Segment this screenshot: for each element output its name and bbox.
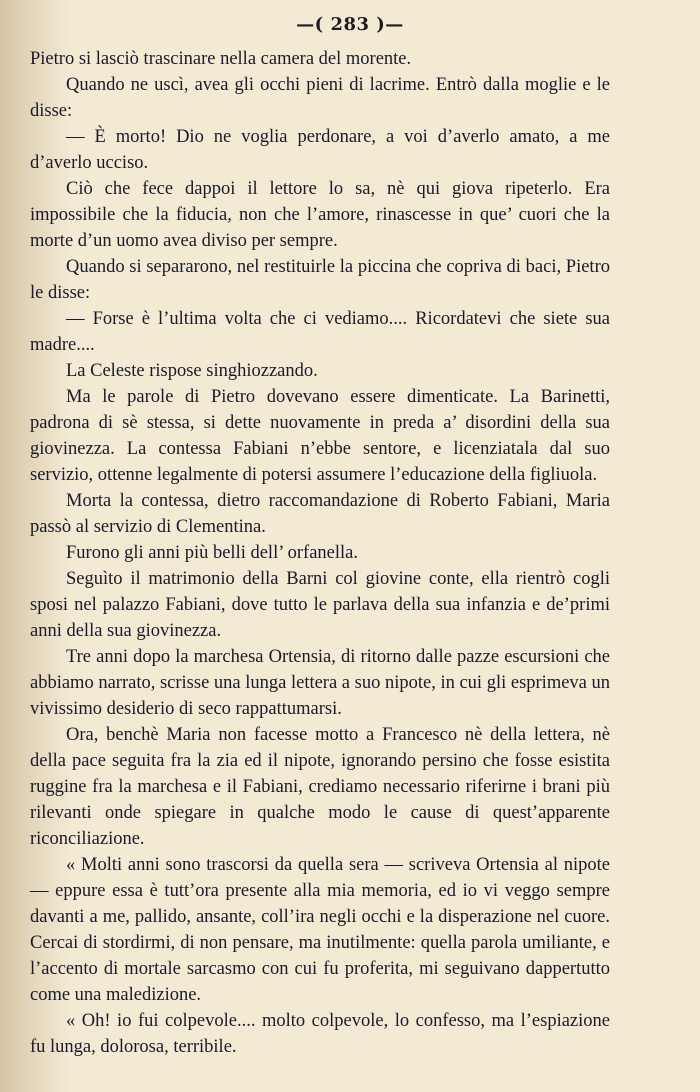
page-number: —( 283 )— — [296, 14, 404, 35]
paragraph: Ciò che fece dappoi il lettore lo sa, nè qui giova ripeterlo. Era impossibile che la fiducia, non che l’amore, rinascesse in que’ cuori che la morte d’un uomo avea diviso per sempre. — [30, 179, 610, 251]
paragraph: Quando si separarono, nel restituirle la piccina che copriva di baci, Pietro le disse: — [30, 257, 610, 303]
paragraph: Ma le parole di Pietro dovevano essere dimenticate. La Barinetti, padrona di sè stessa, si dette nuovamente in preda a’ disordini della sua giovinezza. La contessa Fabiani n’ebbe sentore, e licenziatala dal suo servizio, ottenne legalmente di potersi assumere l’educazione della figliuola. — [30, 387, 610, 485]
paragraph: — Forse è l’ultima volta che ci vediamo.... Ricordatevi che siete sua madre.... — [30, 309, 610, 355]
paragraph: Tre anni dopo la marchesa Ortensia, di ritorno dalle pazze escursioni che abbiamo narrato, scrisse una lunga lettera a suo nipote, in cui gli esprimeva un vivissimo desiderio di seco rappattumarsi. — [30, 647, 611, 719]
paragraph: Pietro si lasciò trascinare nella camera del morente. — [30, 49, 412, 69]
paragraph: Morta la contessa, dietro raccomandazione di Roberto Fabiani, Maria passò al servizio di Clementina. — [30, 491, 610, 537]
paragraph: Quando ne uscì, avea gli occhi pieni di lacrime. Entrò dalla moglie e le disse: — [30, 75, 610, 121]
paragraph: — È morto! Dio ne voglia perdonare, a voi d’averlo amato, a me d’averlo ucciso. — [30, 127, 610, 173]
paragraph: « Molti anni sono trascorsi da quella sera — scriveva Ortensia al nipote — eppure essa è tutt’ora presente alla mia memoria, ed io vi veggo sempre davanti a me, pallido, ansante, coll’ira negli occhi e la disperazione nel cuore. Cercai di stordirmi, di non pensare, ma inutilmente: quella parola umiliante, e l’accento di mortale sarcasmo con cui fu proferita, mi seguivano dappertutto come una maledizione. — [30, 855, 610, 1005]
paragraph: Seguìto il matrimonio della Barni col giovine conte, ella rientrò cogli sposi nel palazzo Fabiani, dove tutto le parlava della sua infanzia e de’primi anni della sua giovinezza. — [30, 569, 610, 641]
paragraph: Furono gli anni più belli dell’ orfanella. — [66, 543, 358, 563]
paragraph: « Oh! io fui colpevole.... molto colpevole, lo confesso, ma l’espiazione fu lunga, dolorosa, terribile. — [30, 1011, 610, 1057]
paragraph: La Celeste rispose singhiozzando. — [66, 361, 318, 381]
body-text — [30, 46, 610, 1060]
paragraph: Ora, benchè Maria non facesse motto a Francesco nè della lettera, nè della pace seguita fra la zia ed il nipote, ignorando persino che fosse esistita ruggine fra la marchesa e il Fabiani, crediamo necessario riferirne i brani più rilevanti onde spiegare in qualche modo le cause di quest’apparente riconciliazione. — [30, 725, 610, 849]
